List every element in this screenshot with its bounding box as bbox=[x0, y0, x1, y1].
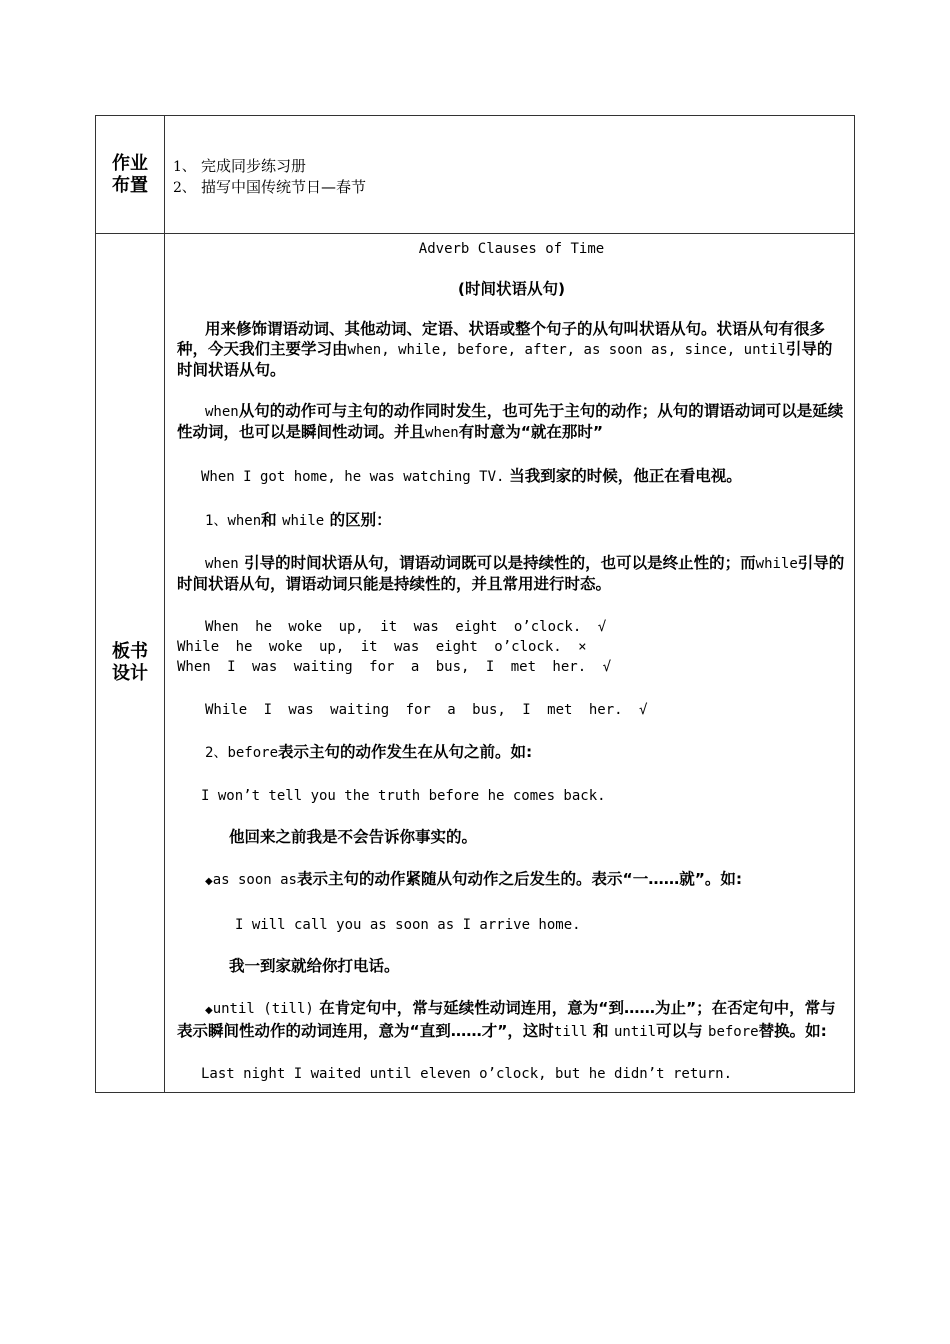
until-word-until: until bbox=[613, 1024, 657, 1040]
homework-item-text: 完成同步练习册 bbox=[201, 157, 307, 175]
intro-words: when, while, before, after, as soon as, since, until bbox=[347, 342, 786, 358]
until-word-till: till bbox=[553, 1024, 588, 1040]
intro-text-a: 用来修饰谓语动词、其他动词、定语、状语或整个句子的从句叫状语从句。状语从句有很多种，今天我们主要学习由 bbox=[177, 320, 826, 358]
homework-item-number: 1、 bbox=[173, 159, 196, 175]
when-paragraph bbox=[177, 401, 846, 443]
homework-list bbox=[165, 116, 854, 198]
homework-item-text: 描写中国传统节日—春节 bbox=[201, 178, 367, 196]
homework-label-cell bbox=[96, 116, 165, 234]
board-label-cell bbox=[96, 234, 165, 1093]
section-1-heading bbox=[177, 510, 846, 531]
board-design-row bbox=[96, 234, 855, 1093]
section-1-number: 1、 bbox=[205, 513, 228, 529]
section-2-heading bbox=[177, 742, 846, 763]
until-word: until (till) bbox=[212, 1001, 314, 1017]
until-paragraph bbox=[177, 998, 846, 1042]
difference-text-a: 引导的时间状语从句，谓语动词既可以是持续性的，也可以是终止性的；而 bbox=[244, 554, 756, 572]
bullet-icon: ◆ bbox=[205, 1005, 213, 1016]
section-1-word-while: while bbox=[282, 513, 325, 529]
when-text-a: 从句的动作可与主句的动作同时发生，也可先于主句的动作；从句的谓语动词可以是延续性动词，也可以是瞬间性动词。并且 bbox=[177, 402, 844, 441]
board-label-line2: 设计 bbox=[112, 663, 148, 684]
example-6-chinese: 他回来之前我是不会告诉你事实的。 bbox=[229, 828, 478, 846]
until-text-c: 替换。如: bbox=[758, 1022, 827, 1040]
section-1-and: 和 bbox=[261, 511, 277, 529]
section-1-rest: 的区别： bbox=[329, 511, 392, 529]
homework-row bbox=[96, 116, 855, 234]
when-word: when bbox=[205, 404, 239, 420]
board-content-cell bbox=[165, 234, 855, 1093]
homework-item bbox=[173, 177, 854, 198]
board-label-line1: 板书 bbox=[112, 641, 148, 662]
until-and: 和 bbox=[593, 1022, 609, 1040]
until-word-before: before bbox=[708, 1024, 759, 1040]
board-content bbox=[165, 234, 854, 1084]
section-2-word: before bbox=[227, 745, 279, 761]
example-7-chinese: 我一到家就给你打电话。 bbox=[229, 957, 400, 975]
example-1 bbox=[177, 466, 846, 487]
example-1-english: When I got home, he was watching TV. bbox=[201, 469, 505, 485]
homework-label-line2: 布置 bbox=[112, 174, 148, 196]
as-soon-as-paragraph bbox=[177, 869, 846, 892]
when-word-2: when bbox=[425, 425, 459, 441]
homework-content-cell bbox=[165, 116, 855, 234]
example-2: When he woke up, it was eight o’clock. √ bbox=[205, 619, 607, 635]
when-text-b: 有时意为“就在那时” bbox=[458, 423, 604, 441]
homework-item bbox=[173, 156, 854, 177]
example-3: While he woke up, it was eight o’clock. × bbox=[177, 639, 587, 655]
until-text-b: 可以与 bbox=[656, 1022, 703, 1040]
as-soon-as-word: as soon as bbox=[212, 872, 297, 888]
difference-paragraph bbox=[177, 553, 846, 594]
bullet-icon: ◆ bbox=[205, 876, 213, 887]
difference-word-when: when bbox=[205, 556, 239, 572]
section-1-word-when: when bbox=[227, 513, 262, 529]
lesson-plan-table bbox=[95, 115, 855, 1093]
example-4: When I was waiting for a bus, I met her. √ bbox=[177, 659, 612, 675]
example-7-english: I will call you as soon as I arrive home. bbox=[235, 917, 581, 933]
section-2-text: 表示主句的动作发生在从句之前。如: bbox=[278, 743, 533, 761]
title-english: Adverb Clauses of Time bbox=[418, 241, 605, 257]
until-text-a: 在肯定句中，常与延续性动词连用，意为“到……为止”；在否定句中，常与表示瞬间性动作的动词连用，意为“直到……才”，这时 bbox=[177, 999, 836, 1040]
example-8-english: Last night I waited until eleven o’clock, but he didn’t return. bbox=[201, 1066, 733, 1082]
intro-paragraph bbox=[177, 319, 846, 380]
example-5: While I was waiting for a bus, I met her. √ bbox=[205, 702, 648, 718]
homework-item-number: 2、 bbox=[173, 180, 196, 196]
example-1-chinese: 当我到家的时候，他正在看电视。 bbox=[509, 467, 742, 485]
difference-word-while: while bbox=[755, 556, 798, 572]
example-6-english: I won’t tell you the truth before he comes back. bbox=[201, 788, 606, 804]
intro-text-b: 引导的时间状语从句。 bbox=[177, 340, 833, 379]
homework-label-line1: 作业 bbox=[112, 152, 148, 174]
difference-text-b: 引导的时间状语从句，谓语动词只能是持续性的，并且常用进行时态。 bbox=[177, 554, 845, 593]
title-chinese: (时间状语从句) bbox=[457, 280, 566, 298]
section-2-number: 2、 bbox=[205, 745, 228, 761]
as-soon-as-text: 表示主句的动作紧随从句动作之后发生的。表示“一……就”。如: bbox=[297, 870, 743, 888]
